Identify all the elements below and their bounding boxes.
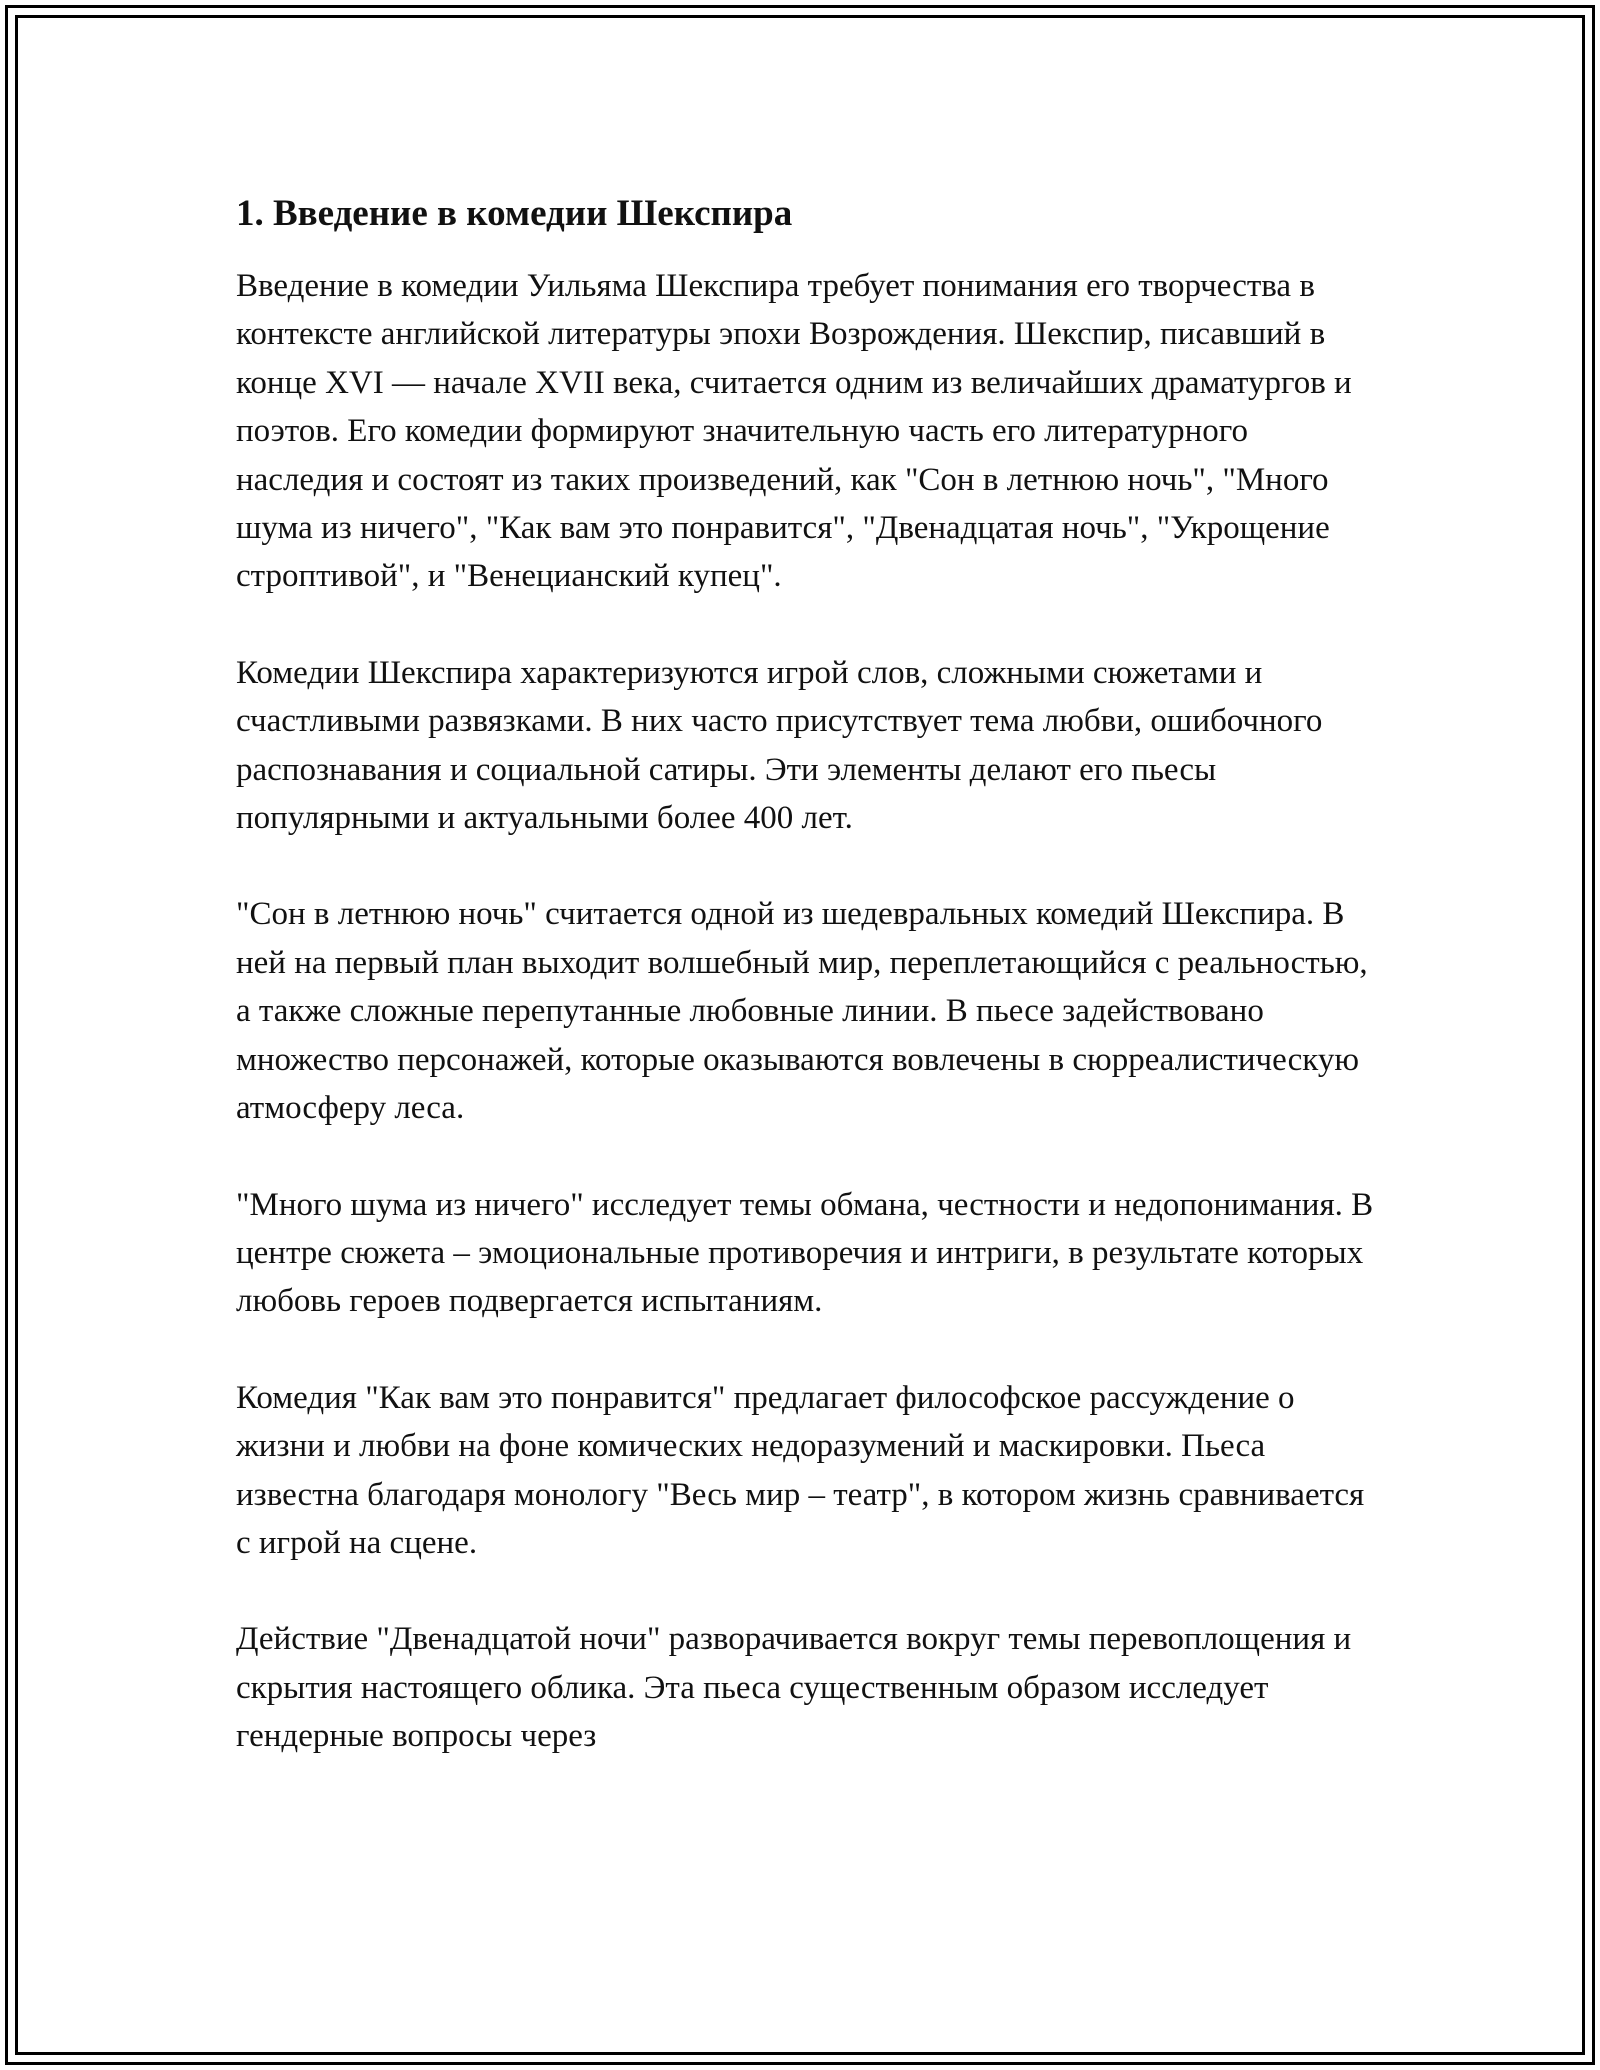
document-body [236, 188, 1376, 1809]
paragraph-much-ado: "Много шума из ничего" исследует темы обмана, честности и недопонимания. В центре сюжета – эмоциональные противоречия и интриги, в результате которых любовь героев подвергается испытаниям. [236, 1186, 1374, 1320]
paragraph-twelfth-night: Действие "Двенадцатой ночи" разворачивается вокруг темы перевоплощения и скрытия настоящего облика. Эта пьеса существенным образом исследует гендерные вопросы через [236, 1621, 1352, 1755]
paragraph-midsummer: "Сон в летнюю ночь" считается одной из шедевральных комедий Шекспира. В ней на первый план выходит волшебный мир, переплетающийся с реальностью, а также сложные перепутанные любовные линии. В пьесе задействовано множество персонажей, которые оказываются вовлечены в сюрреалистическую атмосферу леса. [236, 896, 1368, 1127]
paragraph-as-you-like-it: Комедия "Как вам это понравится" предлагает философское рассуждение о жизни и любви на фоне комических недоразумений и маскировки. Пьеса известна благодаря монологу "Весь мир – театр", в котором жизнь сравнивается с игрой на сцене. [236, 1379, 1365, 1561]
paragraph-intro: Введение в комедии Уильяма Шекспира требует понимания его творчества в контексте английской литературы эпохи Возрождения. Шекспир, писавший в конце XVI — начале XVII века, считается одним из величайших драматургов и поэтов. Его комедии формируют значительную часть его литературного наследия и состоят из таких произведений, как "Сон в летнюю ночь", "Много шума из ничего", "Как вам это понравится", "Двенадцатая ночь", "Укрощение строптивой", и "Венецианский купец". [236, 268, 1352, 595]
paragraph-characteristics: Комедии Шекспира характеризуются игрой слов, сложными сюжетами и счастливыми развязками. В них часто присутствует тема любви, ошибочного распознавания и социальной сатиры. Эти элементы делают его пьесы популярными и актуальными более 400 лет. [236, 654, 1323, 837]
section-heading: 1. Введение в комедии Шекспира [236, 193, 793, 234]
